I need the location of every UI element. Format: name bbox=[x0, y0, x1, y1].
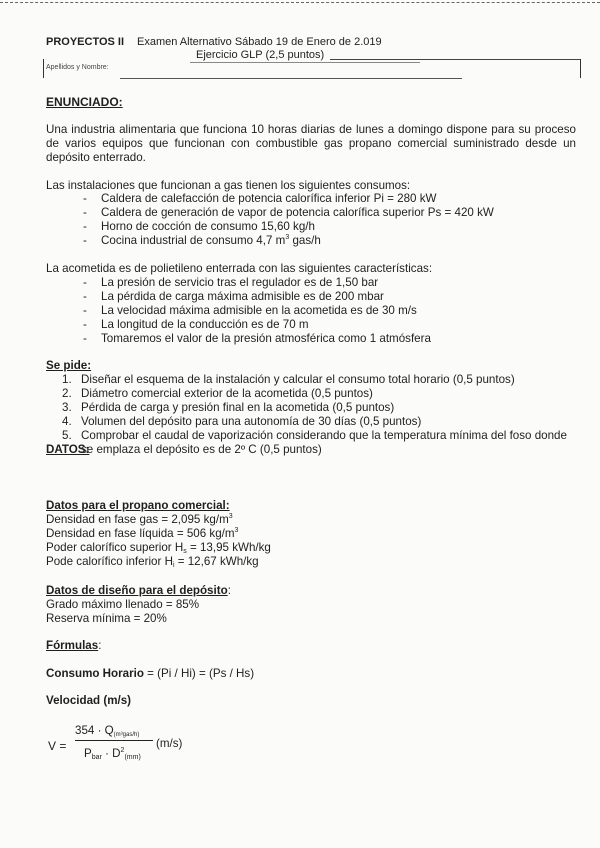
liquid-density: Densidad en fase líquida = 506 $kg/m^3$ bbox=[46, 527, 239, 540]
tank-heading: Datos de diseño para el depósito: bbox=[46, 584, 231, 597]
formula-numerator: $354 \cdot Q_{(m^3gas/h)}$ bbox=[75, 724, 140, 738]
name-box bbox=[43, 59, 581, 78]
tank-data bbox=[46, 598, 199, 626]
name-box-top-rule bbox=[330, 59, 580, 60]
connection-list bbox=[83, 276, 431, 346]
higher-heating-value: Poder calorífico superior $H_s = 13,95$ kWh/kg bbox=[46, 541, 271, 555]
velocity-formula bbox=[46, 720, 246, 770]
formula-lhs: V = bbox=[48, 739, 67, 753]
task-item: 1. Diseñar el esquema de la instalación y calcular el consumo total horario (0,5 puntos) bbox=[62, 373, 515, 386]
list-item: - Cocina industrial de consumo 4,7 $m^3$ gas/h bbox=[83, 234, 321, 247]
consumption-list bbox=[83, 192, 494, 248]
top-dashed-rule bbox=[0, 2, 600, 3]
exercise-title: Ejercicio GLP (2,5 puntos) bbox=[196, 49, 325, 61]
tasks-heading: Se pide: bbox=[46, 359, 92, 372]
name-field-label: Apellidos y Nombre: bbox=[46, 64, 109, 71]
propane-heading: Datos para el propano comercial: bbox=[46, 499, 230, 512]
list-item: - La longitud de la conducción es de 70 m bbox=[83, 318, 309, 331]
intro-paragraph: Una industria alimentaria que funciona 10 horas diarias de lunes a domingo dispone para su proceso de varios equipos que funcionan con combustible gas propano comercial suministrado desde un depósito enterrado. bbox=[46, 123, 576, 164]
list-item: - La pérdida de carga máxima admisible es de 200 mbar bbox=[83, 290, 384, 303]
formula-unit: (m/s) bbox=[156, 737, 183, 750]
connection-intro: La acometida es de polietileno enterrada con las siguientes características: bbox=[46, 262, 433, 275]
min-reserve: Reserva mínima = 20% bbox=[46, 612, 167, 625]
list-item: - Horno de cocción de consumo 15,60 kg/h bbox=[83, 220, 315, 233]
fraction-bar bbox=[75, 740, 153, 741]
formulas-heading: Fórmulas: bbox=[46, 639, 102, 652]
data-heading: DATOS: bbox=[46, 443, 90, 456]
name-field[interactable] bbox=[120, 78, 462, 79]
consumption-intro: Las instalaciones que funcionan a gas tienen los siguientes consumos: bbox=[46, 179, 411, 192]
hourly-consumption-formula: Consumo Horario = (Pi / Hi) = (Ps / Hs) bbox=[46, 667, 255, 680]
task-item: 3. Pérdida de carga y presión final en la acometida (0,5 puntos) bbox=[62, 401, 395, 414]
list-item: - Caldera de calefacción de potencia calorífica inferior Pi = 280 kW bbox=[83, 192, 437, 205]
list-item: - Caldera de generación de vapor de potencia calorífica superior Ps = 420 kW bbox=[83, 206, 494, 219]
task-item: 2. Diámetro comercial exterior de la acometida (0,5 puntos) bbox=[62, 387, 373, 400]
lower-heating-value: Pode calorífico inferior $H_i = 12,67$ kWh/kg bbox=[46, 555, 259, 569]
max-fill: Grado máximo llenado = 85% bbox=[46, 598, 200, 611]
tasks-list bbox=[62, 373, 582, 457]
velocity-heading: Velocidad (m/s) bbox=[46, 694, 132, 707]
task-item: 4. Volumen del depósito para una autonomía de 30 días (0,5 puntos) bbox=[62, 415, 422, 428]
course-title: PROYECTOS II bbox=[46, 36, 125, 48]
propane-data bbox=[46, 513, 271, 569]
list-item: - La presión de servicio tras el regulador es de 1,50 bar bbox=[83, 276, 379, 289]
gas-density: Densidad en fase gas = 2,095 $kg/m^3$ bbox=[46, 513, 233, 526]
statement-heading: ENUNCIADO: bbox=[46, 95, 123, 109]
formula-denominator: $P_{bar} \cdot D^2_{(mm)}$ bbox=[84, 747, 141, 761]
task-item: 5. Comprobar el caudal de vaporización considerando que la temperatura mínima del foso donde se emplaza el depósito es de 2º C (0,5 puntos) bbox=[62, 429, 567, 456]
list-item: - La velocidad máxima admisible en la acometida es de 30 m/s bbox=[83, 304, 417, 317]
list-item: - Tomaremos el valor de la presión atmosférica como 1 atmósfera bbox=[83, 332, 431, 345]
exam-title: Examen Alternativo Sábado 19 de Enero de 2.019 bbox=[137, 36, 382, 48]
